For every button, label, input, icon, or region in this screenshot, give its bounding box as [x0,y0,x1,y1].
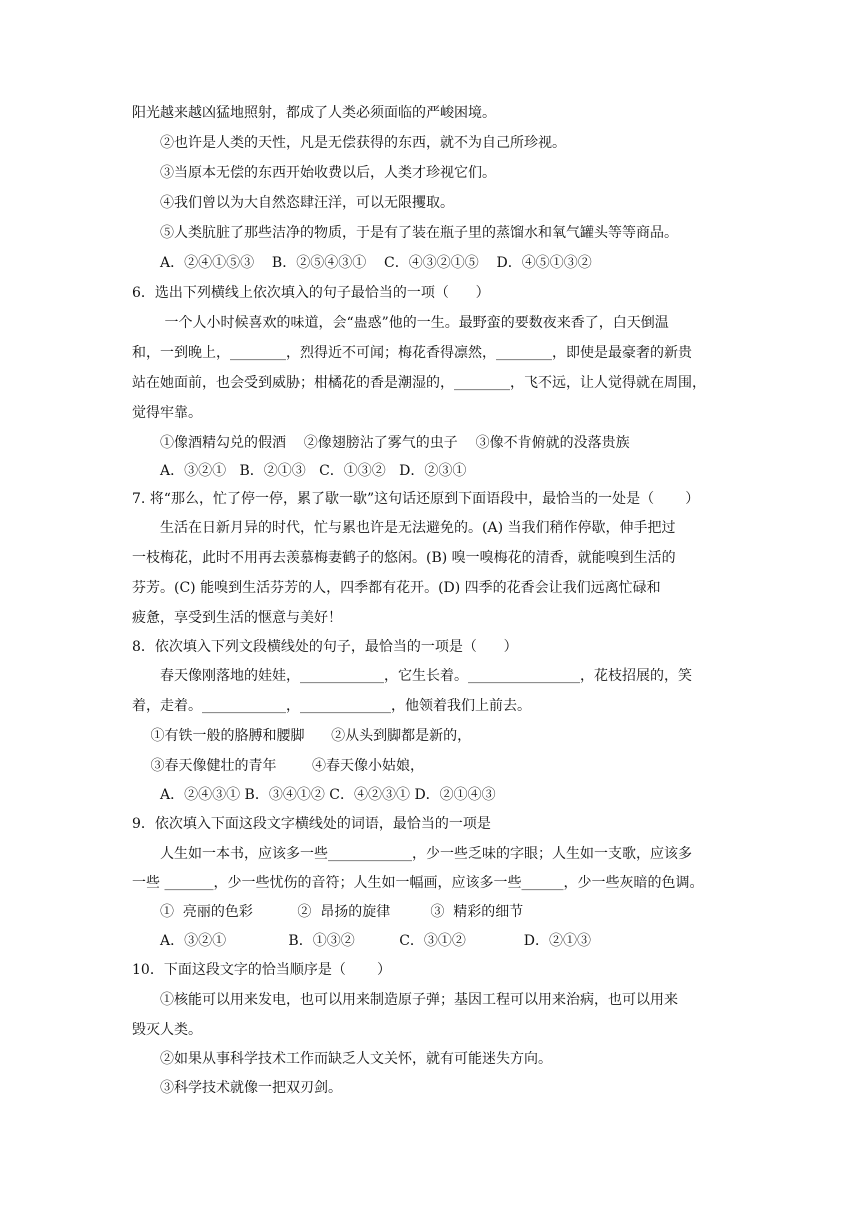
text-line: 芬芳。(C) 能嗅到生活芬芳的人，四季都有花开。(D) 四季的花香会让我们远离忙碌和 [132,580,661,596]
text-line: 9．依次填入下面这段文字横线处的词语，最恰当的一项是 [132,816,491,832]
text-line: ⑤人类肮脏了那些洁净的物质，于是有了装在瓶子里的蒸馏水和氧气罐头等等商品。 [160,225,678,241]
text-line: ① 亮丽的色彩 ② 昂扬的旋律 ③ 精彩的细节 [160,904,524,920]
text-line: 毁灭人类。 [132,1022,202,1038]
text-line: 春天像刚落地的娃娃，____________，它生长着。________________，花枝招展的，笑 [160,668,692,684]
text-line: A．③②① B．①③② C．③①② D．②①③ [160,933,591,949]
text-line: 8．依次填入下列文段横线处的句子，最恰当的一项是（ ） [132,639,518,655]
text-line: 7. 将“那么，忙了停一停，累了歇一歇”这句话还原到下面语段中，最恰当的一处是（ ） [132,491,700,507]
text-line: 疲惫，享受到生活的惬意与美好！ [132,610,342,626]
text-line: 和，一到晚上，________，烈得近不可闻；梅花香得凛然，________，即使是最豪奢的新贵 [132,345,692,361]
text-line: 阳光越来越凶猛地照射，都成了人类必须面临的严峻困境。 [132,105,496,121]
text-line: ③当原本无偿的东西开始收费以后，人类才珍视它们。 [160,165,496,181]
text-line: 10．下面这段文字的恰当顺序是（ ） [132,962,391,978]
text-line: 觉得牢靠。 [132,405,202,421]
text-line: ③春天像健壮的青年 ④春天像小姑娘， [146,758,425,774]
text-line: ①有铁一般的胳膊和腰脚 ②从头到脚都是新的， [146,728,472,744]
text-line: ①像酒精勾兑的假酒 ②像翅膀沾了雾气的虫子 ③像不肯俯就的没落贵族 [160,435,630,451]
text-line: 一些 _______，少一些忧伤的音符；人生如一幅画，应该多一些______，少一些灰暗的色调。 [132,875,704,891]
text-line: 6．选出下列横线上依次填入的句子最恰当的一项（ ） [132,285,490,301]
text-line: ④我们曾以为大自然恣肆汪洋，可以无限攫取。 [160,195,454,211]
text-line: 着，走着。____________，_____________，他领着我们上前去。 [132,698,531,714]
text-line: A．②④①⑤③ B．②⑤④③① C．④③②①⑤ D．④⑤①③② [160,255,592,271]
text-line: 一个人小时候喜欢的味道，会“蛊惑”他的一生。最野蛮的要数夜来香了，白天倒温 [160,315,669,331]
text-line: ②也许是人类的天性，凡是无偿获得的东西，就不为自己所珍视。 [160,135,566,151]
text-line: A．③②① B．②①③ C．①③② D．②③① [160,463,467,479]
text-line: A．②④③① B．③④①② C．④②③① D．②①④③ [160,787,496,803]
text-line: ③科学技术就像一把双刃剑。 [160,1080,342,1096]
text-line: 一枝梅花，此时不用再去羡慕梅妻鹤子的悠闲。(B) 嗅一嗅梅花的清香，就能嗅到生活的 [132,550,676,566]
text-line: ①核能可以用来发电，也可以用来制造原子弹；基因工程可以用来治病，也可以用来 [160,992,678,1008]
text-line: 人生如一本书，应该多一些____________，少一些乏味的字眼；人生如一支歌，应该多 [160,846,692,862]
text-line: 站在她面前，也会受到威胁；柑橘花的香是潮湿的，________，飞不远，让人觉得就在周围， [132,375,706,391]
text-line: ②如果从事科学技术工作而缺乏人文关怀，就有可能迷失方向。 [160,1051,552,1067]
text-line: 生活在日新月异的时代，忙与累也许是无法避免的。(A) 当我们稍作停歇，伸手把过 [160,520,676,536]
